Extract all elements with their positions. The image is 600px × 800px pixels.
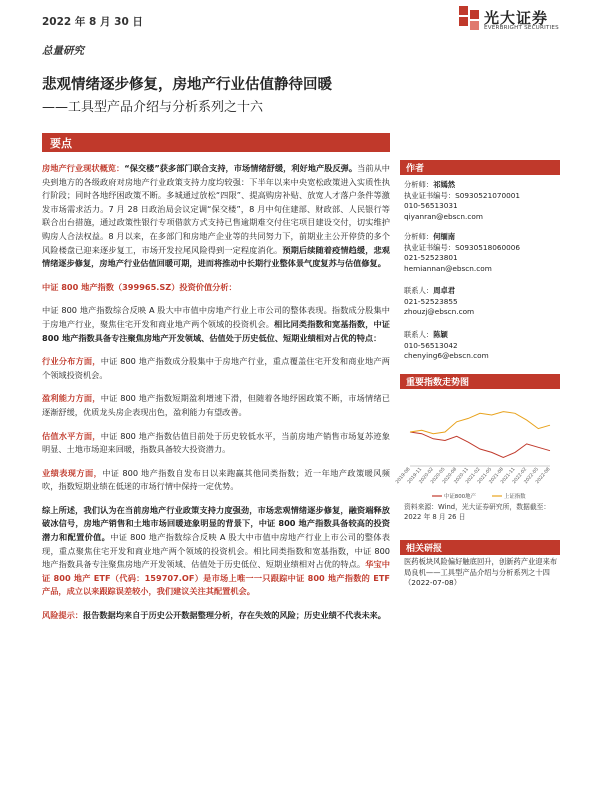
author-phone: 010-56513031 [404, 201, 458, 211]
performance-head: 业绩表现方面， [42, 467, 103, 478]
paragraph-industry [42, 355, 390, 382]
chart-source: 资料来源：Wind，光大证券研究所，数据截至：2022 年 8 月 26 日 [404, 503, 551, 521]
legend-label: 中证800地产 [444, 494, 476, 500]
valuation-text: 中证 800 地产指数估值目前处于历史较低水平，当前房地产销售市场复苏迹象明显、土地市场迎来回暖，指数具备较大投资潜力。 [42, 430, 390, 455]
related-header-label: 相关研报 [406, 544, 443, 554]
contact-name: 周卓君 [433, 286, 456, 295]
author-email[interactable]: hemiannan@ebscn.com [404, 263, 492, 273]
overview-tail: 预期后续随着疫情趋缓，悲观情绪逐步修复，房地产行业估值回暖可期，进而将推动中长期行业整体景气度复苏与估值修复。 [42, 244, 390, 269]
conclusion-bold: 综上所述，我们认为在当前房地产行业政策支持力度强劲，市场悲观情绪逐步修复，融资端释放破冰信号，房地产销售和土地市场回暖迹象明显的背景下，中证 800 地产指数具备较高的投资潜力和配置价值。 [42, 504, 390, 543]
brand-logo [458, 6, 598, 36]
brand-name-en: EVERBRIGHT SECURITIES [484, 25, 559, 31]
related-report-link[interactable]: 医药板块风险偏好触底回升，创新药产业迎来布局良机——工具型产品介绍与分析系列之十四（2022-07-08） [404, 557, 558, 588]
page-subtitle: ——工具型产品介绍与分析系列之十六 [42, 100, 264, 115]
contact-role: 联系人： [404, 330, 434, 339]
industry-head: 行业分布方面， [42, 356, 101, 367]
author-cert: 执业证书编号：S0930518060006 [404, 242, 521, 252]
author-name: 何缅南 [433, 232, 456, 241]
paragraph-index-intro [42, 304, 390, 345]
page-title: 悲观情绪逐步修复，房地产行业估值静待回暖 [42, 77, 332, 93]
index-intro-bold: 相比同类指数和宽基指数，中证 800 地产指数具备专注聚焦房地产开发领域、估值处于历史低位、短期业绩相对占优的特点： [42, 318, 390, 343]
index-trend-chart-svg [395, 392, 560, 504]
chart-header-label: 重要指数走势图 [406, 378, 470, 388]
related-header-bar [400, 540, 560, 555]
x-tick-label: 2021-08 [488, 467, 505, 485]
author-name: 祁嫣然 [433, 180, 456, 189]
authors-header-bar [400, 160, 560, 175]
overview-bold: “保交楼”获多部门联合支持，市场情绪舒缓，利好地产股反弹。 [124, 163, 358, 173]
summary-body [42, 162, 390, 623]
brand-mark-icon [458, 6, 480, 32]
x-tick-label: 2020-02 [418, 467, 435, 485]
index-trend-chart [395, 392, 560, 504]
series-line-1 [410, 412, 550, 434]
profit-head: 盈利能力方面， [42, 393, 101, 404]
overview-text: 当前从中央到地方的各级政府对房地产行业政策支持力度均较强：下半年以来中央宽松政策进入实质性执行阶段；同时各地纾困政策不断。多城通过放松“四限”、提高购房补贴、放宽人才落户条件等激发市场需求活力。7 月 28 日政治局会议定调“保交楼”，8 月中旬住建部、财政部、人民银行等联合出台措施，通过政策性银行专项借款方式支持已售逾期难交付住宅项目建设交付，切实维护购房人合法权益。8 月以来，在多部门和房地产企业等的共同努力下，前期业主公开停贷的多个风险楼盘已迎来逐步复工，市场开发拉尾风险得到一定程度消化。 [42, 163, 390, 255]
legend-label: 上证指数 [504, 494, 526, 500]
x-tick-label: 2020-08 [442, 467, 459, 485]
series-line-0 [410, 432, 550, 458]
conclusion-red: 华宝中证 800 地产 ETF（代码：159707.OF）是市场上唯一一只跟踪中证 800 地产指数的 ETF 产品，成立以来跟踪误差较小，我们建议关注其配置机会。 [42, 559, 390, 597]
paragraph-performance [42, 467, 390, 494]
x-tick-label: 2021-11 [500, 467, 517, 485]
industry-text: 中证 800 地产指数成分股集中于房地产行业，重点覆盖住宅开发和商业地产两个领域投资机会。 [42, 356, 390, 380]
author-email[interactable]: qiyanran@ebscn.com [404, 211, 483, 221]
x-tick-label: 2020-05 [430, 467, 447, 485]
paragraph-conclusion [42, 504, 390, 599]
valuation-head: 估值水平方面， [42, 430, 101, 441]
conclusion-text: 中证 800 地产指数综合反映 A 股大中市值中房地产行业上市公司的整体表现，重点聚焦住宅开发和商业地产两个领域的投资机会。相比同类指数和宽基指数，中证 800 地产指数具备专注聚焦房地产开发领域、估值处于历史低位、短期业绩相对占优的特点。 [42, 532, 390, 570]
paragraph-risk [42, 609, 390, 623]
x-tick-label: 2021-02 [465, 467, 482, 485]
author-role: 分析师： [404, 232, 434, 241]
contact-card [404, 286, 474, 318]
author-card [404, 180, 520, 222]
chart-header-bar [400, 374, 560, 389]
report-date: 2022 年 8 月 30 日 [42, 16, 143, 28]
authors-header-label: 作者 [406, 164, 425, 174]
paragraph-valuation [42, 430, 390, 457]
risk-text: 报告数据均来自于历史公开数据整理分析，存在失效的风险；历史业绩不代表未来。 [82, 610, 386, 621]
contact-email[interactable]: chenying6@ebscn.com [404, 351, 489, 361]
profit-text: 中证 800 地产指数短期盈利增速下滑，但随着各地纾困政策不断，市场情绪已逐渐舒缓，优质龙头房企表现出色，盈利能力有望改善。 [42, 393, 390, 417]
contact-role: 联系人： [404, 286, 434, 295]
x-tick-label: 2020-11 [453, 467, 470, 485]
x-tick-label: 2021-05 [477, 467, 494, 485]
risk-head: 风险提示： [42, 610, 83, 621]
paragraph-overview [42, 162, 390, 271]
brand-name: 光大证券 [484, 9, 549, 27]
x-tick-label: 2022-02 [512, 467, 529, 485]
contact-phone: 021-52523855 [404, 296, 458, 306]
x-tick-label: 2022-08 [535, 467, 552, 485]
summary-header-bar [42, 133, 390, 152]
contact-phone: 010-56513042 [404, 340, 458, 350]
x-tick-label: 2019-08 [395, 467, 412, 485]
index-intro-text: 中证 800 地产指数综合反映 A 股大中市值中房地产行业上市公司的整体表现。指数成分股集中于房地产行业，聚焦住宅开发和商业地产两个领域的投资机会。 [42, 305, 390, 329]
author-card [404, 232, 520, 274]
paragraph-value-head [42, 281, 390, 295]
report-section: 总量研究 [42, 45, 84, 57]
contact-name: 陈颖 [433, 330, 448, 339]
overview-head: 房地产行业现状概览： [42, 163, 125, 173]
author-phone: 021-52523801 [404, 253, 458, 263]
contact-email[interactable]: zhouzj@ebscn.com [404, 307, 475, 317]
author-role: 分析师： [404, 180, 434, 189]
summary-header-label: 要点 [50, 137, 72, 150]
x-tick-label: 2019-11 [407, 467, 424, 485]
performance-text: 中证 800 地产指数自发布日以来跑赢其他同类指数；近一年地产政策暖风频吹，指数短期业绩在低迷的市场行情中保持一定优势。 [42, 467, 390, 492]
paragraph-profit [42, 392, 390, 419]
contact-card [404, 330, 489, 362]
value-analysis-head: 中证 800 地产指数（399965.SZ）投资价值分析： [42, 281, 237, 292]
x-tick-label: 2022-05 [523, 467, 540, 485]
author-cert: 执业证书编号：S0930521070001 [404, 190, 521, 200]
